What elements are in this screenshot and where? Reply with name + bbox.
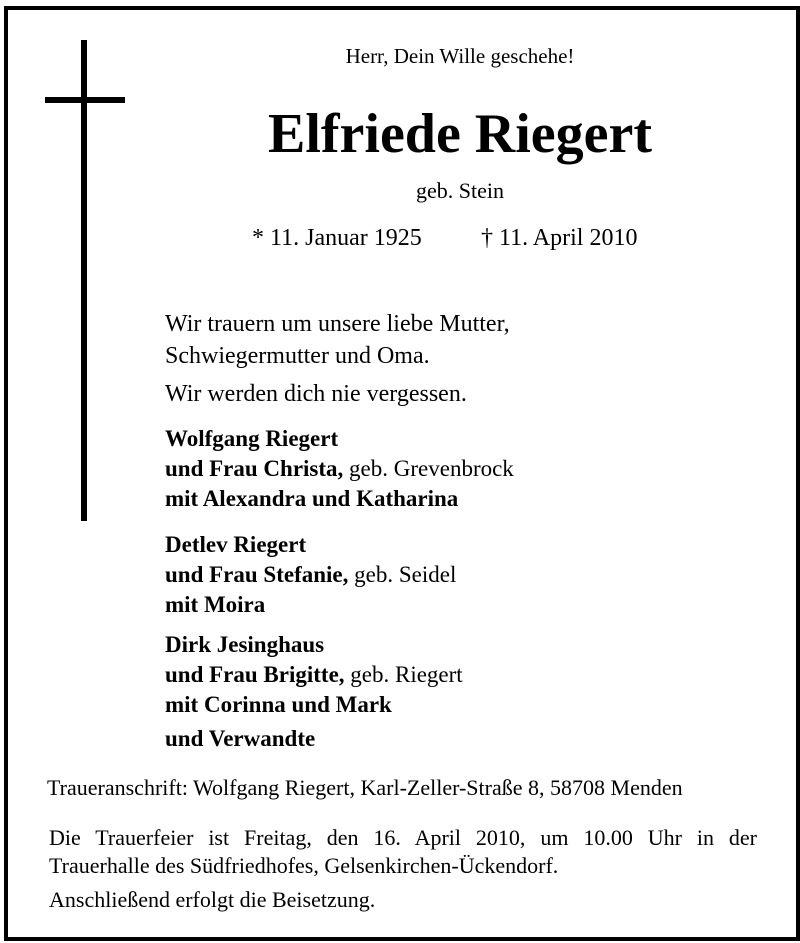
maiden-name: geb. Stein — [416, 178, 504, 203]
family-group — [165, 630, 463, 720]
family-name: Wolfgang Riegert — [165, 426, 339, 451]
mourning-text — [165, 308, 510, 372]
remembrance-text: Wir werden dich nie vergessen. — [165, 381, 467, 407]
deceased-name: Elfriede Riegert — [267, 103, 653, 165]
family-spouse-line — [165, 560, 456, 590]
family-spouse-maiden: geb. Grevenbrock — [349, 456, 514, 481]
service-line: Die Trauerfeier ist Freitag, den 16. April 2010, um 10.00 Uhr in der — [49, 825, 757, 850]
birth-date: * 11. Januar 1925 — [252, 225, 422, 251]
family-children: mit Corinna und Mark — [165, 692, 392, 717]
motto: Herr, Dein Wille geschehe! — [345, 44, 575, 68]
family-spouse-maiden: geb. Seidel — [354, 562, 457, 587]
family-spouse: und Frau Christa, — [165, 456, 344, 481]
family-group — [165, 530, 456, 620]
family-spouse: und Frau Brigitte, — [165, 662, 345, 687]
mourning-line: Wir trauern um unsere liebe Mutter, — [165, 311, 510, 337]
burial-note: Anschließend erfolgt die Beisetzung. — [49, 887, 376, 912]
family-children: mit Alexandra und Katharina — [165, 486, 459, 511]
mourning-line: Schwiegermutter und Oma. — [165, 343, 430, 369]
family-group — [165, 424, 514, 514]
cross-icon-vertical-bar — [81, 40, 87, 521]
family-spouse: und Frau Stefanie, — [165, 562, 349, 587]
family-name: Dirk Jesinghaus — [165, 632, 325, 657]
family-spouse-line — [165, 660, 463, 690]
funeral-service-text — [49, 824, 757, 880]
family-name: Detlev Riegert — [165, 532, 307, 557]
service-line: Trauerhalle des Südfriedhofes, Gelsenkirchen-Ückendorf. — [49, 853, 559, 878]
family-children: mit Moira — [165, 592, 266, 617]
family-spouse-maiden: geb. Riegert — [350, 662, 463, 687]
relatives: und Verwandte — [165, 726, 316, 751]
death-date: † 11. April 2010 — [481, 225, 638, 251]
cross-icon-horizontal-bar — [45, 97, 125, 103]
family-spouse-line — [165, 454, 514, 484]
mourning-address: Traueranschrift: Wolfgang Riegert, Karl-Zeller-Straße 8, 58708 Menden — [47, 775, 683, 800]
